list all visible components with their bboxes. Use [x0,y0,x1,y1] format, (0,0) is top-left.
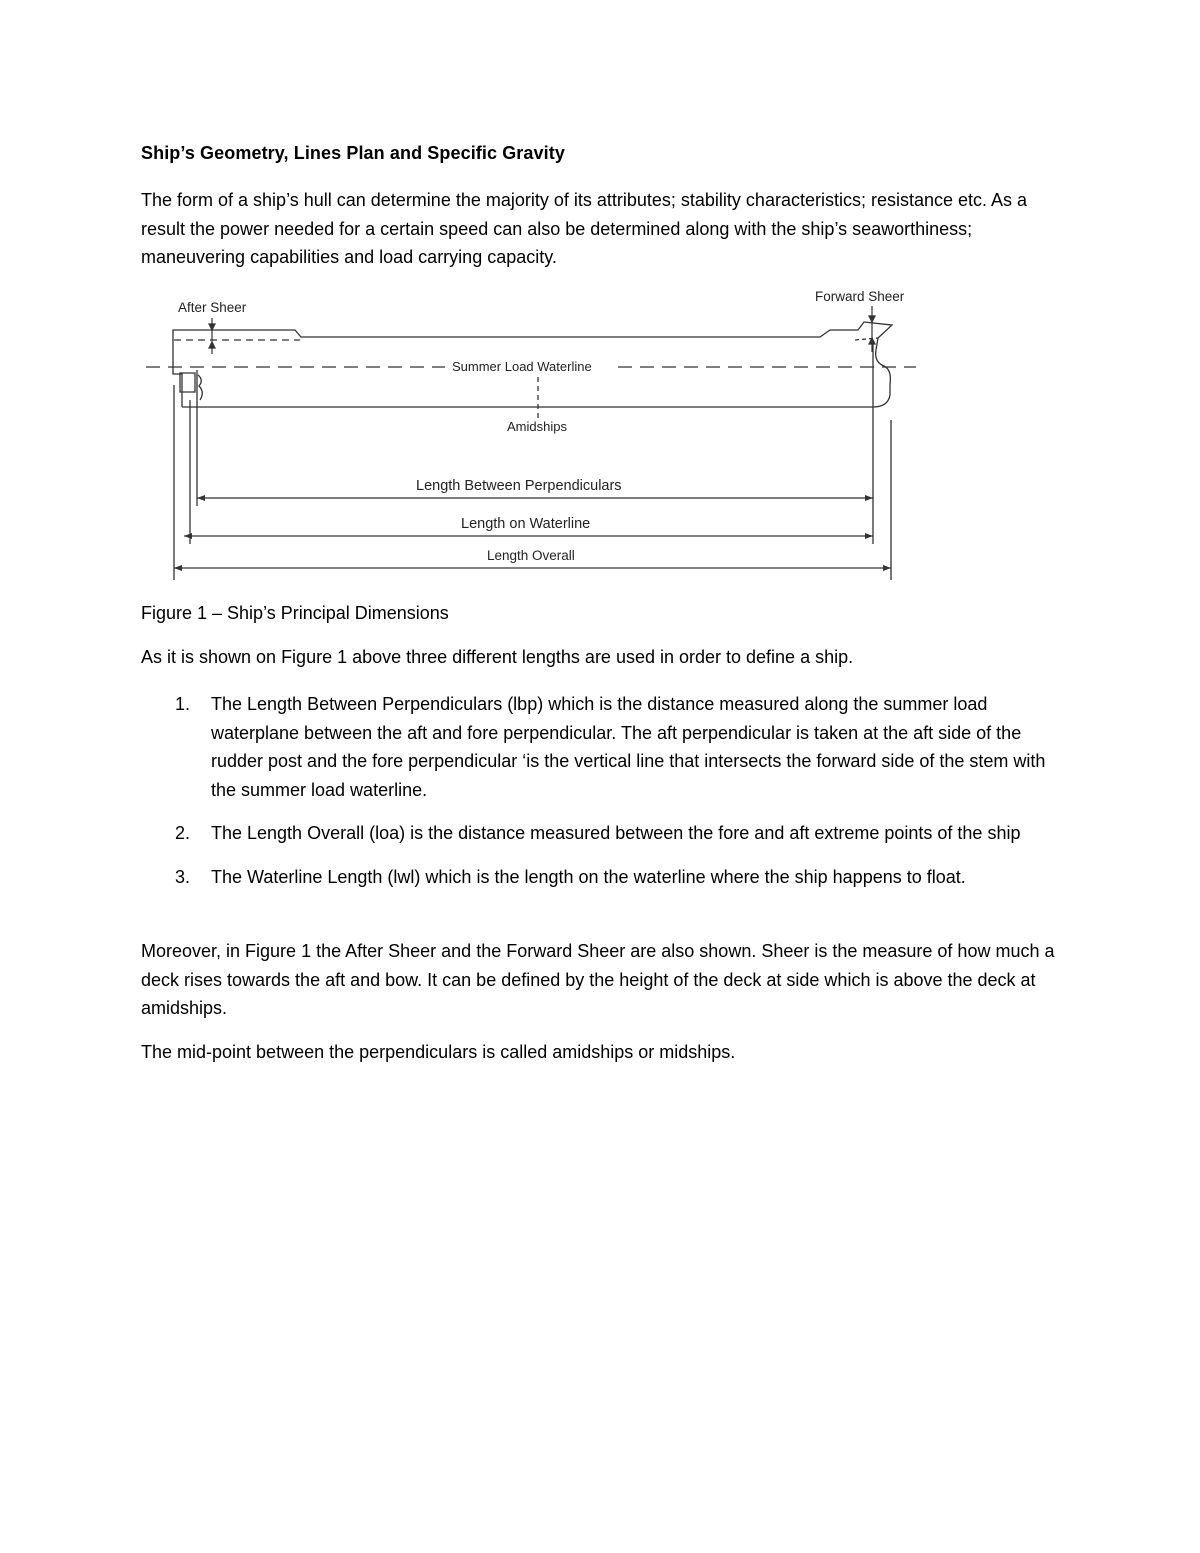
loa-label: Length Overall [487,548,575,563]
lbp-arrow-right [865,495,873,501]
figure-caption: Figure 1 – Ship’s Principal Dimensions [141,603,449,623]
lbp-arrow-left [197,495,205,501]
lengths-intro: As it is shown on Figure 1 above three different lengths are used in order to define a ship. [141,647,854,667]
lwl-arrow-left [184,533,192,539]
propeller [198,375,202,400]
lwl-label: Length on Waterline [461,516,591,532]
lwl-arrow-right [865,533,873,539]
list-item-number: 1. [175,694,191,714]
list-item [141,690,1071,804]
lbp-label: Length Between Perpendiculars [416,478,622,494]
loa-arrow-left [174,565,182,571]
list-item [141,819,1071,848]
midships-paragraph: The mid-point between the perpendiculars is called amidships or midships. [141,1042,736,1062]
page-title: Ship’s Geometry, Lines Plan and Specific Gravity [141,143,565,163]
length-definitions-list [141,690,1071,906]
ship-dimensions-diagram [140,280,920,590]
waterline-label: Summer Load Waterline [452,359,592,374]
list-item-number: 3. [175,866,191,887]
sheer-paragraph: Moreover, in Figure 1 the After Sheer and the Forward Sheer are also shown. Sheer is the measure of how much a deck rises towards the aft and bow. It can be defined by the height of the deck at side which is above the deck at amidships. [141,941,1055,1018]
intro-paragraph: The form of a ship’s hull can determine the majority of its attributes; stability characteristics; resistance etc. As a result the power needed for a certain speed can also be determined along with the ship’s seaworthiness; maneuvering capabilities and load carrying capacity. [141,190,1028,267]
forward-sheer-label: Forward Sheer [815,289,905,304]
amidships-label: Amidships [507,419,567,434]
forward-sheer-ref-line [855,338,878,340]
list-item-text: The Length Overall (loa) is the distance measured between the fore and aft extreme points of the ship [211,823,1021,843]
list-item [141,863,1071,892]
loa-arrow-right [883,565,891,571]
list-item-text: The Waterline Length (lwl) which is the length on the waterline where the ship happens to float. [211,866,966,887]
list-item-number: 2. [175,823,191,843]
deck-line [173,322,892,338]
after-sheer-label: After Sheer [178,300,247,315]
list-item-text: The Length Between Perpendiculars (lbp) which is the distance measured along the summer load waterplane between the aft and fore perpendicular. The aft perpendicular is taken at the aft side of the rudder post and the fore perpendicular ‘is the vertical line that intersects the forward side of the stem with the summer load waterline. [211,694,1046,800]
